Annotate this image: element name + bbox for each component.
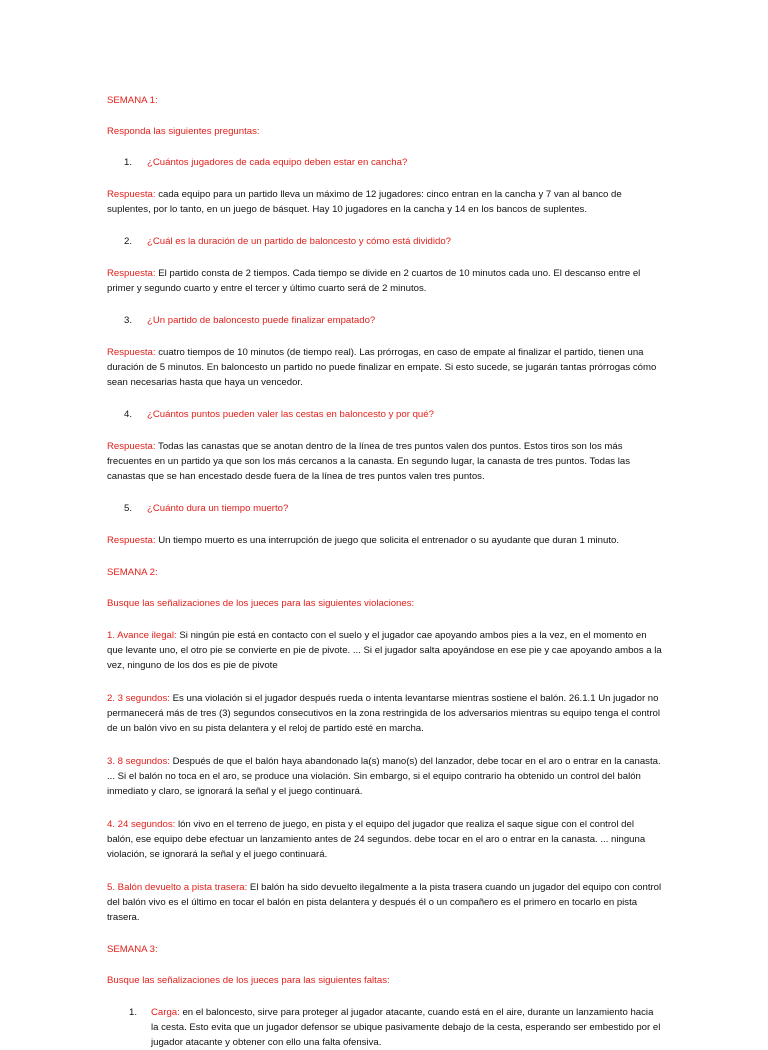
answer-label: Respuesta: bbox=[107, 441, 156, 452]
week-heading: SEMANA 2: bbox=[107, 567, 158, 578]
answer-label: Respuesta: bbox=[107, 347, 156, 358]
answer bbox=[107, 533, 662, 548]
question-number: 2. bbox=[124, 236, 133, 247]
violation-text: Después de que el balón haya abandonado la(s) mano(s) del lanzador, debe tocar en el aro o entrar en la canasta. ... Si el balón no toca en el aro, se produce una violación. Sin embargo, si el equipo contrario ha obtenido un control del balón inmediato y claro, se ignorará la señal y el juego continuará. bbox=[107, 756, 661, 797]
violation-item bbox=[107, 754, 662, 799]
answer-label: Respuesta: bbox=[107, 189, 156, 200]
foul-number: 1. bbox=[129, 1007, 138, 1018]
foul-label: Carga: bbox=[151, 1007, 180, 1018]
question-text: ¿Cuántos jugadores de cada equipo deben estar en cancha? bbox=[147, 157, 408, 168]
answer-label: Respuesta: bbox=[107, 268, 156, 279]
answer-text: cuatro tiempos de 10 minutos (de tiempo real). Las prórrogas, en caso de empate al finalizar el partido, tienen una duración de 5 minutos. En baloncesto un partido no puede finalizar en empate. Si esto sucede, se jugarán tantas prórrogas cómo sean necesarias hasta que haya un vencedor. bbox=[107, 347, 657, 388]
question-number: 3. bbox=[124, 315, 133, 326]
violation-text: Si ningún pie está en contacto con el suelo y el jugador cae apoyando ambos pies a la vez, en el momento en que levante uno, el otro pie se convierte en pie de pivote. ... Si el jugador salta apoyándose en ese pie y cae apoyando ambos a la vez, ninguno de los dos es pie de pivote bbox=[107, 630, 662, 671]
question-text: ¿Cuánto dura un tiempo muerto? bbox=[147, 503, 289, 514]
question bbox=[107, 314, 662, 327]
foul-text: en el baloncesto, sirve para proteger al jugador atacante, cuando está en el aire, durante un lanzamiento hacia la cesta. Esto evita que un jugador defensor se ubique pasivamente debajo de la cesta, esperando ser embestido por el jugador atacante y obtener con ello una falta ofensiva. bbox=[151, 1007, 661, 1048]
instructions: Responda las siguientes preguntas: bbox=[107, 126, 260, 137]
week-heading: SEMANA 1: bbox=[107, 95, 158, 106]
week-heading: SEMANA 3: bbox=[107, 944, 158, 955]
question-text: ¿Un partido de baloncesto puede finalizar empatado? bbox=[147, 315, 376, 326]
question-text: ¿Cuántos puntos pueden valer las cestas en baloncesto y por qué? bbox=[147, 409, 434, 420]
violation-label: 4. 24 segundos: bbox=[107, 819, 176, 830]
question-number: 4. bbox=[124, 409, 133, 420]
question bbox=[107, 235, 662, 248]
answer bbox=[107, 345, 662, 390]
answer bbox=[107, 266, 662, 296]
foul-item bbox=[107, 1005, 662, 1050]
violation-item bbox=[107, 628, 662, 673]
question bbox=[107, 156, 662, 169]
question-number: 1. bbox=[124, 157, 133, 168]
violation-text: lón vivo en el terreno de juego, en pista y el equipo del jugador que realiza el saque sigue con el control del balón, ese equipo debe efectuar un lanzamiento antes de 24 segundos. debe tocar en el aro o entrar en la canasta. ... ninguna violación, se ignorará la señal y el juego continuará. bbox=[107, 819, 646, 860]
question-text: ¿Cuál es la duración de un partido de baloncesto y cómo está dividido? bbox=[147, 236, 451, 247]
question-number: 5. bbox=[124, 503, 133, 514]
violation-text: Es una violación si el jugador después rueda o intenta levantarse mientras sostiene el balón. 26.1.1 Un jugador no permanecerá más de tres (3) segundos consecutivos en la zona restringida de los adversarios mientras su equipo tenga el control de un balón vivo en su pista delantera y el reloj de partido esté en marcha. bbox=[107, 693, 661, 734]
answer-text: Todas las canastas que se anotan dentro de la línea de tres puntos valen dos puntos. Estos tiros son los más frecuentes en un partido ya que son los más cercanos a la canasta. En segundo lugar, la canasta de tres puntos. Todas las canastas que se han encestado desde fuera de la línea de tres puntos valen tres puntos. bbox=[107, 441, 631, 482]
instructions: Busque las señalizaciones de los jueces para las siguientes violaciones: bbox=[107, 598, 415, 609]
answer bbox=[107, 439, 662, 484]
question bbox=[107, 502, 662, 515]
answer-text: cada equipo para un partido lleva un máximo de 12 jugadores: cinco entran en la cancha y 7 van al banco de suplentes, por lo tanto, en un juego de básquet. Hay 10 jugadores en la cancha y 14 en los bancos de suplentes. bbox=[107, 189, 622, 215]
answer-text: Un tiempo muerto es una interrupción de juego que solicita el entrenador o su ayudante que duran 1 minuto. bbox=[155, 535, 619, 546]
document-content bbox=[107, 94, 662, 1050]
violation-label: 1. Avance ilegal: bbox=[107, 630, 177, 641]
violation-text: El balón ha sido devuelto ilegalmente a la pista trasera cuando un jugador del equipo con control del balón vivo es el último en tocar el balón en pista delantera y después él o un compañero es el primero en tocarlo en pista trasera. bbox=[107, 882, 662, 923]
violation-label: 5. Balón devuelto a pista trasera: bbox=[107, 882, 248, 893]
question bbox=[107, 408, 662, 421]
violation-item bbox=[107, 817, 662, 862]
instructions: Busque las señalizaciones de los jueces para las siguientes faltas: bbox=[107, 975, 390, 986]
violation-item bbox=[107, 880, 662, 925]
violation-label: 3. 8 segundos: bbox=[107, 756, 170, 767]
violation-item bbox=[107, 691, 662, 736]
answer-label: Respuesta: bbox=[107, 535, 156, 546]
violation-label: 2. 3 segundos: bbox=[107, 693, 170, 704]
answer bbox=[107, 187, 662, 217]
answer-text: El partido consta de 2 tiempos. Cada tiempo se divide en 2 cuartos de 10 minutos cada uno. El descanso entre el primer y segundo cuarto y entre el tercer y último cuarto será de 2 minutos. bbox=[107, 268, 641, 294]
